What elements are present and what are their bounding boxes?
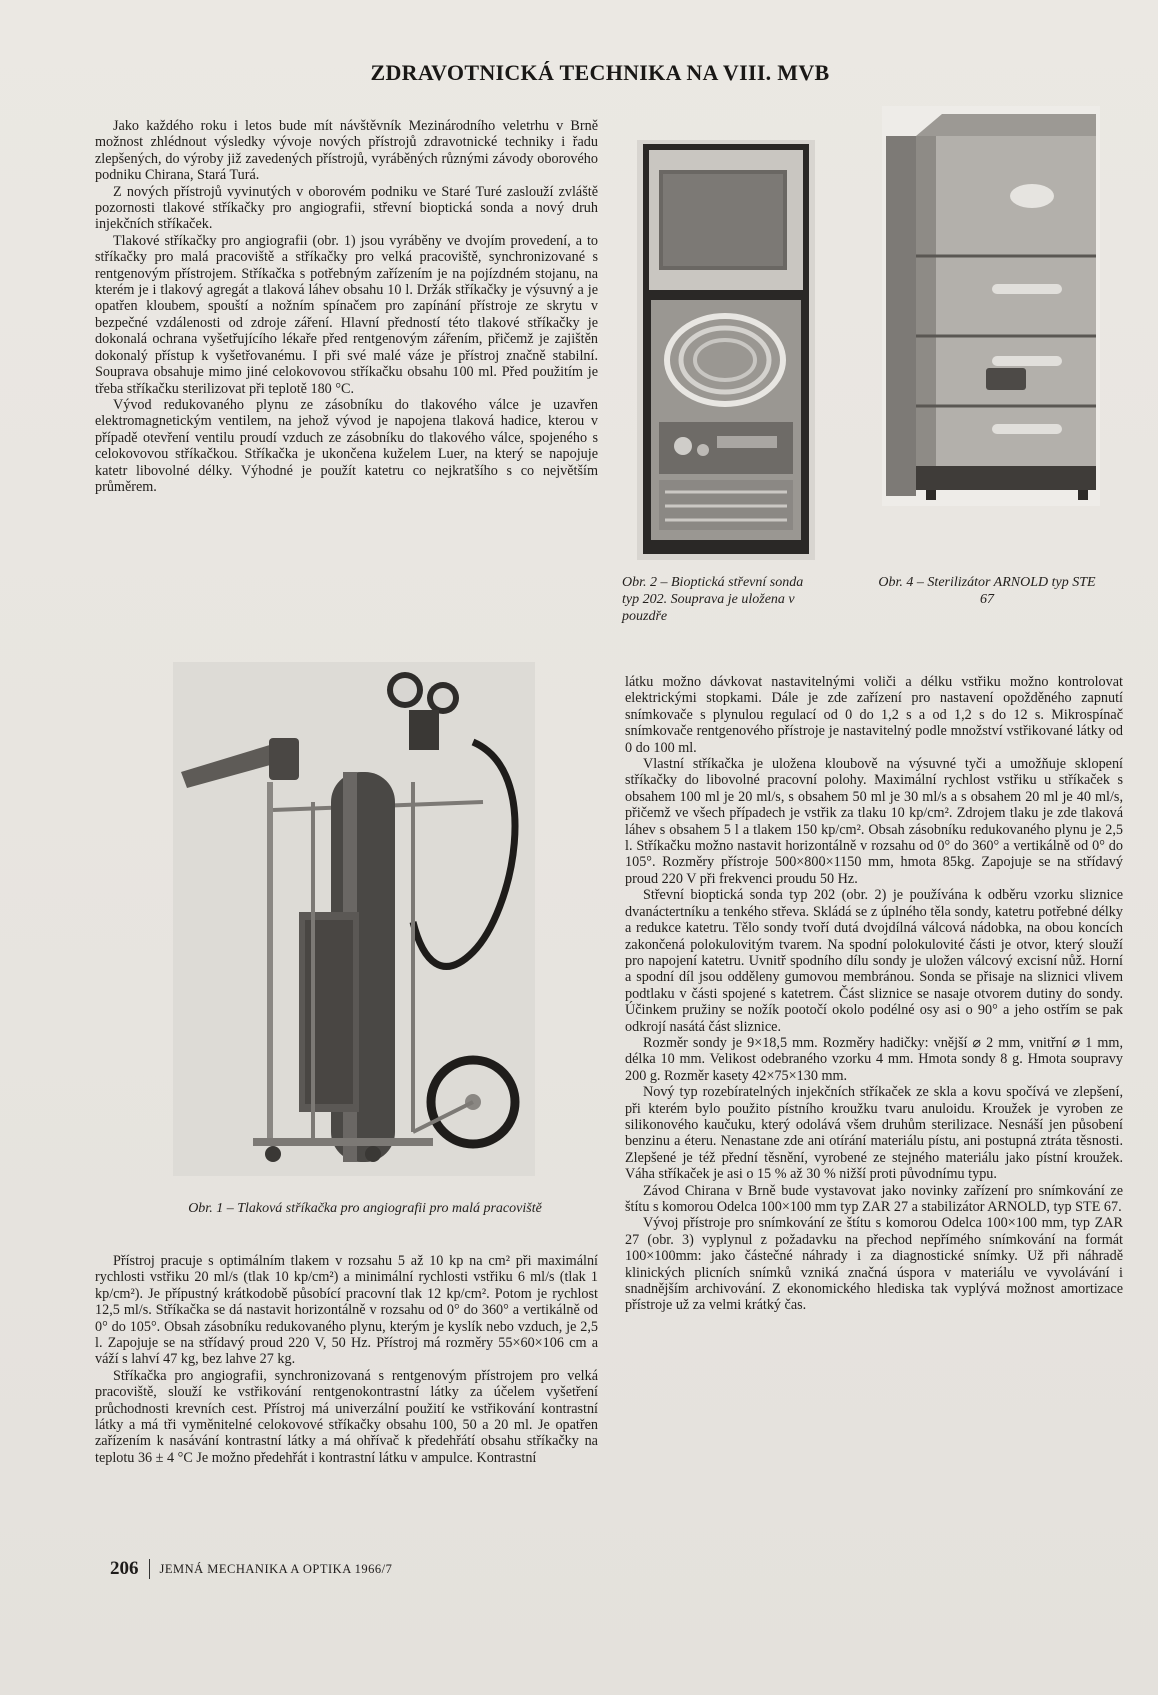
paragraph-pressure-syringes: Tlakové stříkačky pro angiografii (obr. 1) jsou vyráběny ve dvojím provedení, a to stříkačky pro malá pracoviště a stříkačky pro velká pracoviště, synchronizované s rentgenovým přístrojem. Stříkačka s potřebným zařízením je na pojízdném stojanu, na kterém je i tlakový agregát a tlaková láhev obsahu 10 l. Držák stříkačky je výsuvný a je opatřen kloubem, spouští a nožním spínačem pro zapínání přístroje ze skrytu v bezpečné vzdálenosti od zdroje záření. Hlavní předností této tlakové stříkačky je dokonalá ochrana vyšetřujícího lékaře před rentgenovým zářením, přičemž je zajištěn dokonalý přístup k vyšetřovanému. I při své malé váze je přístroj značně stabilní. Souprava obsahuje mimo jiné celokovovou stříkačku obsahu 100 ml. Před použitím je třeba stříkačku sterilizovat při teplotě 180 °C. (95, 232, 598, 397)
figure-2-biopsy-kit (637, 140, 815, 560)
left-column-top (95, 118, 598, 495)
biopsy-kit-photo (637, 140, 815, 560)
paragraph-large-workplace-syringe: Stříkačka pro angiografii, synchronizovaná s rentgenovým přístrojem pro velká pracoviště, slouží ke vstřikování rentgenokontrastní látky za účelem vyšetření průchodnosti krevních cest. Přístroj má univerzální použití ke vstřikování kontrastní látky a má tři vyměnitelné celokovové stříkačky obsahu 100, 50 a 20 ml. Je opatřen zařízením k nasávání kontrastní látky a má ohřívač k předehřátí obsahu stříkačky na teplotu 36 ± 4 °C Je možno předehřát i kontrastní látku v ampulce. Kontrastní (95, 1367, 598, 1466)
paragraph-intro: Jako každého roku i letos bude mít návštěvník Mezinárodního veletrhu v Brně možnost zhlédnout výsledky vývoje nových přístrojů zdravotnické techniky i řadu zlepšených, do výroby již zavedených přístrojů, vyráběných různými závody oborového podniku Chirana, Stará Turá. (95, 118, 598, 184)
caption-figure-4: Obr. 4 – Sterilizátor ARNOLD typ STE 67 (878, 575, 1096, 607)
right-column (625, 674, 1123, 1314)
paragraph-gas-outlet: Vývod redukovaného plynu ze zásobníku do tlakového válce je uzavřen elektromagnetickým ventilem, na jehož vývod je napojena tlaková hadice, kterou v případě otevření ventilu proudí vzduch ze zásobníku do tlakového válce, spojeného s celokovovou stříkačkou. Stříkačka je ukončena kuželem Luer, na který se napojuje katetr libovolné délky. Výhodné je použít katetru co nejkratšího s co největším průměrem. (95, 396, 598, 495)
caption-figure-2: Obr. 2 – Bioptická střevní sonda typ 202. Souprava je uložena v pouzdře (622, 575, 804, 624)
page-number: 206 (110, 1558, 139, 1579)
left-column-bottom (95, 1253, 598, 1466)
paragraph-syringe-mount: Vlastní stříkačka je uložena kloubově na výsuvné tyči a umožňuje sklopení stříkačky do libovolné pracovní polohy. Maximální rychlost vstřiku u stříkaček s obsahem 100 ml je 20 ml/s, s obsahem 50 ml je 30 ml/s a s obsahem 20 ml je 40 ml/s, přičemž ve všech případech je vstřik za tlaku 10 kp/cm². Zdrojem tlaku je zde tlaková láhev s obsahem 5 l a tlakem 150 kp/cm². Obsah zásobníku redukovaného plynu je 2,5 l. Stříkačku možno nastavit horizontálně v rozsahu od 0° do 360° a vertikálně od 0° do 105°. Rozměry přístroje 500×800×1150 mm, hmota 85kg. Zapojuje se na střídavý proud 220 V při frekvenci proudu 50 Hz. (625, 756, 1123, 887)
paragraph-zar27: Vývoj přístroje pro snímkování ze štítu s komorou Odelca 100×100 mm, typ ZAR 27 (obr. 3) vyplynul z požadavku na přechod nepřímého snímkování na formát 100×100mm: jako částečné náhrady i za diagnostické snímky. Už při náhradě klinických plicních snímků vzniká značná úspora v materiálu ve vyvolávání i snadnějším archivování. Z ekonomického hlediska tak vyplývá možnost amortizace přístroje už za velmi krátký čas. (625, 1215, 1123, 1314)
caption-figure-1: Obr. 1 – Tlaková stříkačka pro angiografii pro malá pracoviště (188, 1201, 542, 1216)
paragraph-dosing: látku možno dávkovat nastavitelnými voliči a délku vstřiku možno kontrolovat elektrickými stopkami. Dále je zde zařízení pro nastavení opožděného zapnutí snímkovače s plynulou regulací od 0 do 1,2 s a od 1,2 s do 12 s. Mikrospínač snímkovače rentgenového přístroje je nastavitelný podle množství vstřikované látky od 0 do 100 ml. (625, 674, 1123, 756)
figure-1-pressure-syringe (173, 662, 535, 1176)
paragraph-new-devices: Z nových přístrojů vyvinutých v oborovém podniku ve Staré Turé zaslouží zvláště pozornosti tlakové stříkačky pro angiografii, střevní bioptická sonda a nový druh injekčních stříkaček. (95, 183, 598, 233)
paragraph-chirana-brno: Závod Chirana v Brně bude vystavovat jako novinky zařízení pro snímkování ze štítu s komorou Odelca 100×100 mm typ ZAR 27 a stabilizátor ARNOLD, typ STE 67. (625, 1182, 1123, 1215)
paragraph-probe-dimensions: Rozměr sondy je 9×18,5 mm. Rozměry hadičky: vnější ⌀ 2 mm, vnitřní ⌀ 1 mm, délka 10 mm. Velikost odebraného vzorku 4 mm. Hmota sondy 8 g. Hmota soupravy 200 g. Rozměr kasety 42×75×130 mm. (625, 1034, 1123, 1084)
figure-4-sterilizer (882, 106, 1100, 506)
syringe-pump-photo (173, 662, 535, 1176)
paragraph-biopsy-probe: Střevní bioptická sonda typ 202 (obr. 2) je používána k odběru vzorku sliznice dvanáctertníku a tenkého střeva. Skládá se z úplného těla sondy, katetru potřebné délky a redukce katetru. Tělo sondy tvoří dutá dvojdílná válcová nádobka, na obou koncích zakončená polokulovitým tvarem. Na spodní polokulovité části je otvor, který slouží pro napojení katetru. Uvnitř spodního dílu sondy je uložen válcový excisní nůž. Horní a spodní díl jsou odděleny gumovou membránou. Sonda se přisaje na sliznici vlivem podtlaku v části spojené s katetrem. Část sliznice se nasaje otvorem dutiny do sondy. Účinkem pružiny se nožík pootočí okolo podélné osy asi o 90° a jeho ostřím se pak odkrojí nasátá část sliznice. (625, 887, 1123, 1035)
article-title: ZDRAVOTNICKÁ TECHNIKA NA VIII. MVB (370, 60, 830, 85)
journal-name: JEMNÁ MECHANIKA A OPTIKA 1966/7 (159, 1561, 393, 1576)
page-footer (110, 1558, 392, 1580)
paragraph-injection-syringes: Nový typ rozebíratelných injekčních stříkaček ze skla a kovu spočívá ve zlepšení, při kterém bylo použito pístního kroužku tvaru anuloidu. Kroužek je vyroben ze silikonového kaučuku, který odolává všem druhům sterilizace. Nesnáší jen působení benzinu a éteru. Nenastane zde ani otírání materiálu pístu, ani postupná ztráta těsnosti. Zlepšené je též přední těsnění, vyrobené ze stejného materiálu jako pístní kroužek. Váha stříkaček je asi o 15 % až 30 % nižší proti původnímu typu. (625, 1084, 1123, 1183)
sterilizer-cabinet-photo (882, 106, 1100, 506)
paragraph-operating-pressure: Přístroj pracuje s optimálním tlakem v rozsahu 5 až 10 kp na cm² při maximální rychlosti vstřiku 20 ml/s (tlak 10 kp/cm²) a minimální rychlosti vstřiku 6 ml/s (tlak 1 kp/cm²). Je přípustný krátkodobě působící pracovní tlak 12 kp/cm². Potom je rychlost 12,5 ml/s. Stříkačka se dá nastavit horizontálně v rozsahu od 0° do 360° a vertikálně od 0° do 105°. Obsah zásobníku redukovaného plynu, kterým je kyslík nebo vzduch, je 2,5 l. Zapojuje se na střídavý proud 220 V, 50 Hz. Přístroj má rozměry 55×60×106 cm a váží s lahví 47 kg, bez lahve 27 kg. (95, 1253, 598, 1368)
footer-divider (149, 1559, 150, 1579)
